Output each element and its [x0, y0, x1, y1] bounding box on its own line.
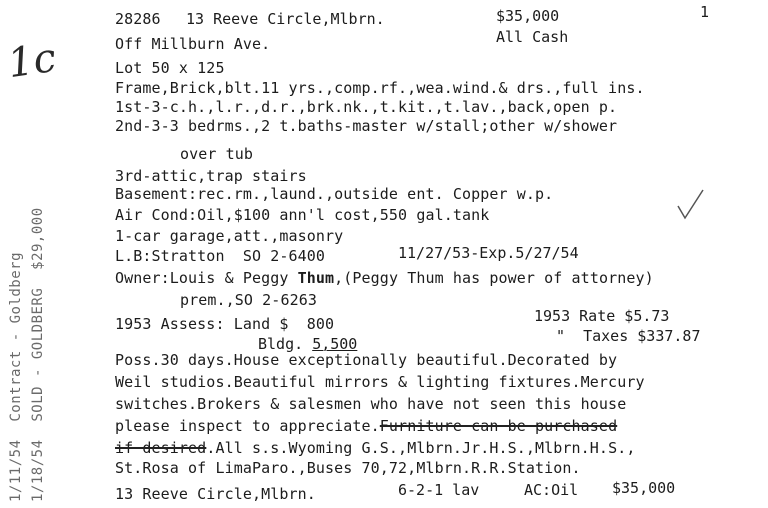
owner-suffix: ,(Peggy Thum has power of attorney) — [334, 269, 654, 287]
page-number: 1 — [700, 3, 710, 21]
remarks-5-text: .All s.s.Wyoming G.S.,Mlbrn.Jr.H.S.,Mlbrn.H.S., — [206, 439, 636, 457]
third-floor: 3rd-attic,trap stairs — [115, 167, 307, 185]
remarks-4-text: please inspect to appreciate. — [115, 417, 380, 435]
remarks-line-1: Poss.30 days.House exceptionally beautiful.Decorated by — [115, 351, 618, 369]
air-conditioning: Air Cond:Oil,$100 ann'l cost,550 gal.tank — [115, 206, 490, 224]
terms: All Cash — [496, 28, 569, 46]
premises-phone: prem.,SO 2-6263 — [180, 291, 317, 309]
bldg-value: 5,500 — [312, 335, 358, 353]
remarks-line-6: St.Rosa of LimaParo.,Buses 70,72,Mlbrn.R.R.Station. — [115, 459, 581, 477]
contract-stamp: 1/11/54 Contract - Goldberg — [8, 251, 24, 502]
footer-ac: AC:Oil — [524, 481, 579, 499]
struck-if-desired: if desired — [115, 439, 207, 457]
owner-name: Thum — [297, 269, 335, 287]
remarks-line-5 — [115, 440, 635, 457]
basement: Basement:rec.rm.,laund.,outside ent. Copper w.p. — [115, 185, 554, 203]
tax-rate: 1953 Rate $5.73 — [534, 307, 670, 325]
remarks-line-3: switches.Brokers & salesmen who have not seen this house — [115, 395, 627, 413]
bldg-label: Bldg. — [258, 335, 313, 353]
first-floor: 1st-3-c.h.,l.r.,d.r.,brk.nk.,t.kit.,t.lav.,back,open p. — [115, 98, 618, 116]
listing-number: 28286 — [115, 10, 161, 28]
listing-price: $35,000 — [496, 7, 560, 25]
taxes: " Taxes $337.87 — [556, 327, 701, 345]
second-floor-cont: over tub — [180, 145, 254, 163]
listing-dates: 11/27/53-Exp.5/27/54 — [398, 244, 579, 262]
owner — [115, 270, 654, 287]
cross-street: Off Millburn Ave. — [115, 35, 271, 53]
assessment-land: 1953 Assess: Land $ 800 — [115, 315, 335, 333]
sold-stamp: 1/18/54 SOLD - GOLDBERG $29,000 — [30, 207, 46, 502]
struck-furniture-note: Furniture can be purchased — [379, 417, 618, 435]
garage: 1-car garage,att.,masonry — [115, 227, 344, 245]
footer-address: 13 Reeve Circle,Mlbrn. — [115, 485, 316, 503]
second-floor: 2nd-3-3 bedrms.,2 t.baths-master w/stall;other w/shower — [115, 117, 618, 135]
lot-size: Lot 50 x 125 — [115, 59, 225, 77]
listing-broker: L.B:Stratton SO 2-6400 — [115, 247, 326, 265]
footer-price: $35,000 — [612, 479, 676, 497]
check-mark-icon — [676, 188, 706, 222]
construction: Frame,Brick,blt.11 yrs.,comp.rf.,wea.wind.& drs.,full ins. — [115, 79, 645, 97]
owner-prefix: Owner:Louis & Peggy — [115, 269, 298, 287]
handwritten-mark: 1c — [5, 34, 59, 88]
remarks-line-2: Weil studios.Beautiful mirrors & lighting fixtures.Mercury — [115, 373, 645, 391]
listing-address: 13 Reeve Circle,Mlbrn. — [186, 10, 385, 28]
remarks-line-4 — [115, 418, 617, 435]
footer-rooms: 6-2-1 lav — [398, 481, 480, 499]
